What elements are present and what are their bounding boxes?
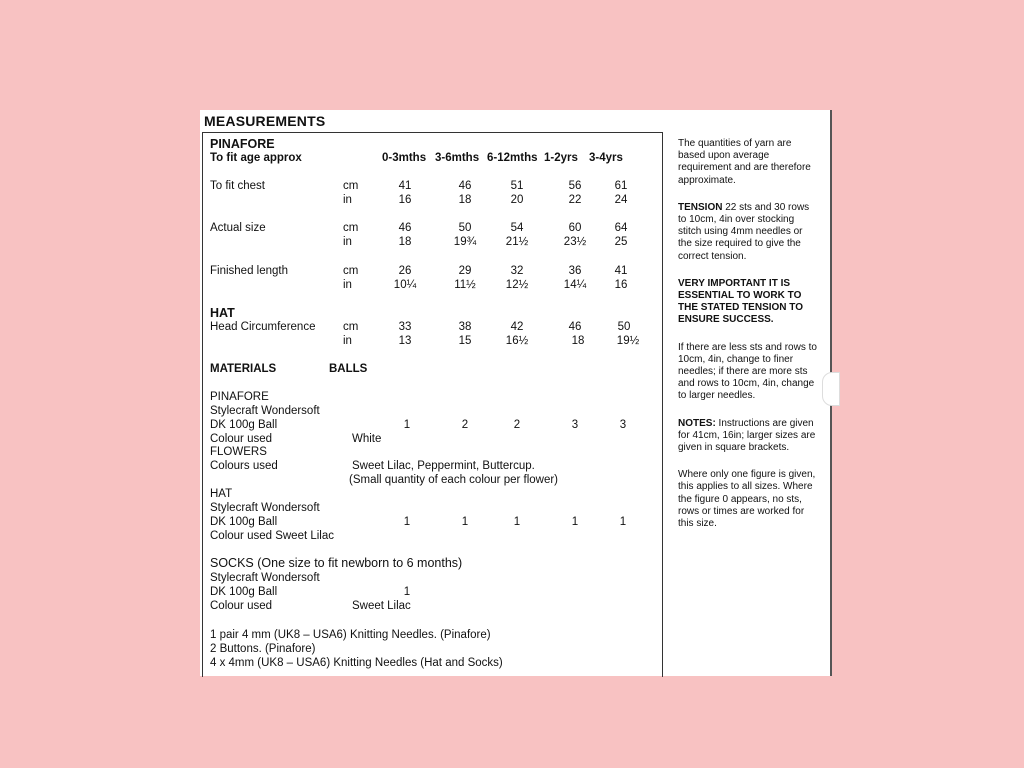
value-cell: 10¼: [393, 279, 417, 291]
value-cell: 16: [398, 194, 412, 206]
materials-heading: MATERIALS: [210, 363, 277, 375]
value-cell: 29: [458, 265, 472, 277]
ball-qty: 1: [403, 586, 411, 598]
value-cell: 61: [614, 180, 628, 192]
notes-sidebar: [678, 138, 818, 530]
value-cell: 16: [614, 279, 628, 291]
colour-value: Sweet Lilac: [352, 600, 411, 612]
ball-size: DK 100g Ball: [210, 419, 278, 431]
value-cell: 36: [568, 265, 582, 277]
balls-heading: BALLS: [329, 363, 368, 375]
extra-item: 2 Buttons. (Pinafore): [210, 643, 316, 655]
ball-qty: 1: [571, 516, 579, 528]
ball-qty: 3: [619, 419, 627, 431]
figure-note: Where only one figure is given, this applies to all sizes. Where the figure 0 appears, no sts, rows or times are worked for this size.: [678, 469, 816, 530]
value-cell: 54: [510, 222, 524, 234]
value-cell: 11½: [454, 279, 476, 291]
ball-qty: 2: [461, 419, 469, 431]
value-cell: 33: [398, 321, 412, 333]
colour-label: Colour used: [210, 433, 273, 445]
value-cell: 18: [398, 236, 412, 248]
tension-note: [678, 202, 818, 263]
colour-line: Colour used Sweet Lilac: [210, 530, 335, 542]
material-title: HAT: [210, 488, 233, 500]
ball-size: DK 100g Ball: [210, 586, 278, 598]
value-cell: 41: [398, 180, 412, 192]
flowers-label: FLOWERS: [210, 446, 267, 458]
value-cell: 32: [510, 265, 524, 277]
size-header: 3-6mths: [435, 152, 480, 164]
value-cell: 46: [458, 180, 472, 192]
value-cell: 41: [614, 265, 628, 277]
value-cell: 18: [458, 194, 472, 206]
material-title: PINAFORE: [210, 391, 269, 403]
value-cell: 23½: [563, 236, 587, 248]
value-cell: 19½: [616, 335, 640, 347]
material-title: SOCKS (One size to fit newborn to 6 months): [210, 556, 463, 570]
extra-item: 1 pair 4 mm (UK8 – USA6) Knitting Needles. (Pinafore): [210, 629, 491, 641]
unit-in: in: [343, 194, 352, 206]
side-tab[interactable]: [822, 372, 840, 406]
value-cell: 14¼: [563, 279, 587, 291]
unit-cm: cm: [343, 222, 359, 234]
important-note: VERY IMPORTANT IT IS ESSENTIAL TO WORK TO THE STATED TENSION TO ENSURE SUCCESS.: [678, 277, 804, 326]
unit-in: in: [343, 335, 352, 347]
value-cell: 56: [568, 180, 582, 192]
size-header: 6-12mths: [487, 152, 538, 164]
colours-label: Colours used: [210, 460, 278, 472]
fit-age-label: To fit age approx: [210, 152, 302, 164]
colours-note: (Small quantity of each colour per flower): [349, 474, 559, 486]
row-label: Head Circumference: [210, 321, 316, 333]
value-cell: 15: [458, 335, 472, 347]
value-cell: 42: [510, 321, 524, 333]
ball-qty: 3: [571, 419, 579, 431]
row-label: Actual size: [210, 222, 266, 234]
row-label: To fit chest: [210, 180, 265, 192]
ball-size: DK 100g Ball: [210, 516, 278, 528]
extra-item: 4 x 4mm (UK8 – USA6) Knitting Needles (Hat and Socks): [210, 657, 503, 669]
value-cell: 21½: [505, 236, 529, 248]
value-cell: 19¾: [453, 236, 477, 248]
page-title: MEASUREMENTS: [204, 113, 326, 129]
size-header: 3-4yrs: [589, 152, 623, 164]
yarn-name: Stylecraft Wondersoft: [210, 502, 320, 514]
value-cell: 51: [510, 180, 524, 192]
notes-label: NOTES:: [678, 417, 716, 429]
ball-qty: 1: [403, 516, 411, 528]
value-cell: 16½: [505, 335, 529, 347]
notes-note: [678, 418, 818, 455]
value-cell: 13: [398, 335, 412, 347]
unit-cm: cm: [343, 180, 359, 192]
value-cell: 60: [568, 222, 582, 234]
value-cell: 38: [458, 321, 472, 333]
unit-cm: cm: [343, 265, 359, 277]
size-header: 0-3mths: [382, 152, 427, 164]
yarn-name: Stylecraft Wondersoft: [210, 405, 320, 417]
value-cell: 64: [614, 222, 628, 234]
value-cell: 24: [614, 194, 628, 206]
ball-qty: 1: [461, 516, 469, 528]
colour-value: White: [352, 433, 382, 445]
quantities-note: The quantities of yarn are based upon average requirement and are therefore approximate.: [678, 138, 811, 186]
ball-qty: 1: [619, 516, 627, 528]
size-header: 1-2yrs: [544, 152, 578, 164]
value-cell: 50: [458, 222, 472, 234]
unit-in: in: [343, 236, 352, 248]
colours-value: Sweet Lilac, Peppermint, Buttercup.: [352, 460, 535, 472]
tension-text: 22 sts and 30 rows to 10cm, 4in over stocking stitch using 4mm needles or the size required to give the correct tension.: [678, 201, 810, 262]
adjust-note: If there are less sts and rows to 10cm, 4in, change to finer needles; if there are more sts and rows to 10cm, 4in, change to larger needles.: [678, 341, 817, 402]
tension-label: TENSION: [678, 201, 723, 213]
value-cell: 12½: [505, 279, 529, 291]
value-cell: 46: [398, 222, 412, 234]
unit-in: in: [343, 279, 352, 291]
ball-qty: 1: [513, 516, 521, 528]
value-cell: 18: [571, 335, 585, 347]
hat-heading: HAT: [210, 306, 235, 320]
yarn-name: Stylecraft Wondersoft: [210, 572, 320, 584]
pattern-sheet: [200, 110, 832, 676]
value-cell: 50: [617, 321, 631, 333]
colour-label: Colour used: [210, 600, 273, 612]
value-cell: 22: [568, 194, 582, 206]
ball-qty: 1: [403, 419, 411, 431]
value-cell: 20: [510, 194, 524, 206]
value-cell: 46: [568, 321, 582, 333]
ball-qty: 2: [513, 419, 521, 431]
unit-cm: cm: [343, 321, 359, 333]
value-cell: 25: [614, 236, 628, 248]
pinafore-heading: PINAFORE: [210, 137, 275, 151]
row-label: Finished length: [210, 265, 288, 277]
notes-text: Instructions are given for 41cm, 16in; larger sizes are given in square brackets.: [678, 417, 816, 454]
value-cell: 26: [398, 265, 412, 277]
